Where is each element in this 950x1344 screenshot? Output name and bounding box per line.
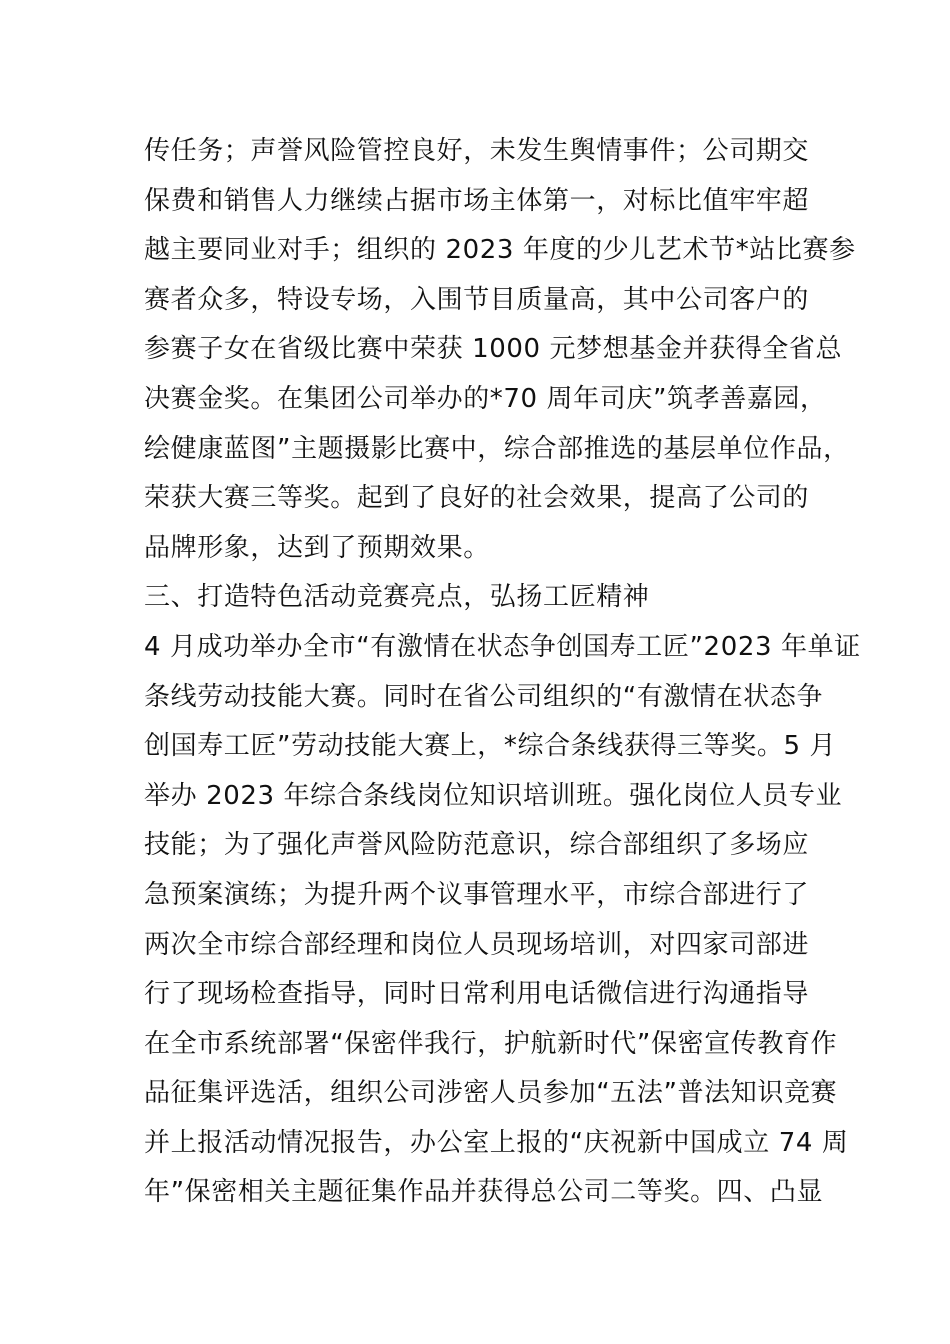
text-line: 品征集评选活，组织公司涉密人员参加“五法”普法知识竞赛 [144, 1078, 838, 1109]
text-line: 绘健康蓝图”主题摄影比赛中，综合部推选的基层单位作品， [144, 433, 850, 464]
text-line: 赛者众多，特设专场，入围节目质量高，其中公司客户的 [144, 284, 810, 315]
text-line: 行了现场检查指导，同时日常利用电话微信进行沟通指导 [144, 979, 810, 1010]
text-line: 品牌形象，达到了预期效果。 [144, 532, 490, 563]
text-line: 4 月成功举办全市“有激情在状态争创国寿工匠”2023 年单证 [144, 631, 861, 662]
text-line: 保费和销售人力继续占据市场主体第一，对标比值牢牢超 [144, 185, 810, 216]
body-text [144, 127, 861, 1218]
text-line: 越主要同业对手；组织的 2023 年度的少儿艺术节*站比赛参 [144, 235, 856, 266]
text-line: 并上报活动情况报告，办公室上报的“庆祝新中国成立 74 周 [144, 1127, 849, 1158]
text-line: 年”保密相关主题征集作品并获得总公司二等奖。四、凸显 [144, 1177, 824, 1208]
text-line: 在全市系统部署“保密伴我行，护航新时代”保密宣传教育作 [144, 1028, 838, 1059]
text-line: 创国寿工匠”劳动技能大赛上，*综合条线获得三等奖。5 月 [144, 731, 837, 762]
text-line: 急预案演练；为提升两个议事管理水平，市综合部进行了 [144, 879, 810, 910]
text-line: 传任务；声誉风险管控良好，未发生舆情事件；公司期交 [144, 136, 810, 166]
section-heading: 三、打造特色活动竞赛亮点，弘扬工匠精神 [144, 582, 650, 613]
text-line: 荣获大赛三等奖。起到了良好的社会效果，提高了公司的 [144, 483, 810, 514]
text-line: 举办 2023 年综合条线岗位知识培训班。强化岗位人员专业 [144, 780, 843, 811]
text-line: 参赛子女在省级比赛中荣获 1000 元梦想基金并获得全省总 [144, 334, 843, 365]
text-line: 技能；为了强化声誉风险防范意识，综合部组织了多场应 [144, 830, 810, 861]
text-line: 条线劳动技能大赛。同时在省公司组织的“有激情在状态争 [144, 681, 824, 712]
text-line: 决赛金奖。在集团公司举办的*70 周年司庆”筑孝善嘉园， [144, 383, 827, 414]
text-line: 两次全市综合部经理和岗位人员现场培训，对四家司部进 [144, 929, 810, 960]
